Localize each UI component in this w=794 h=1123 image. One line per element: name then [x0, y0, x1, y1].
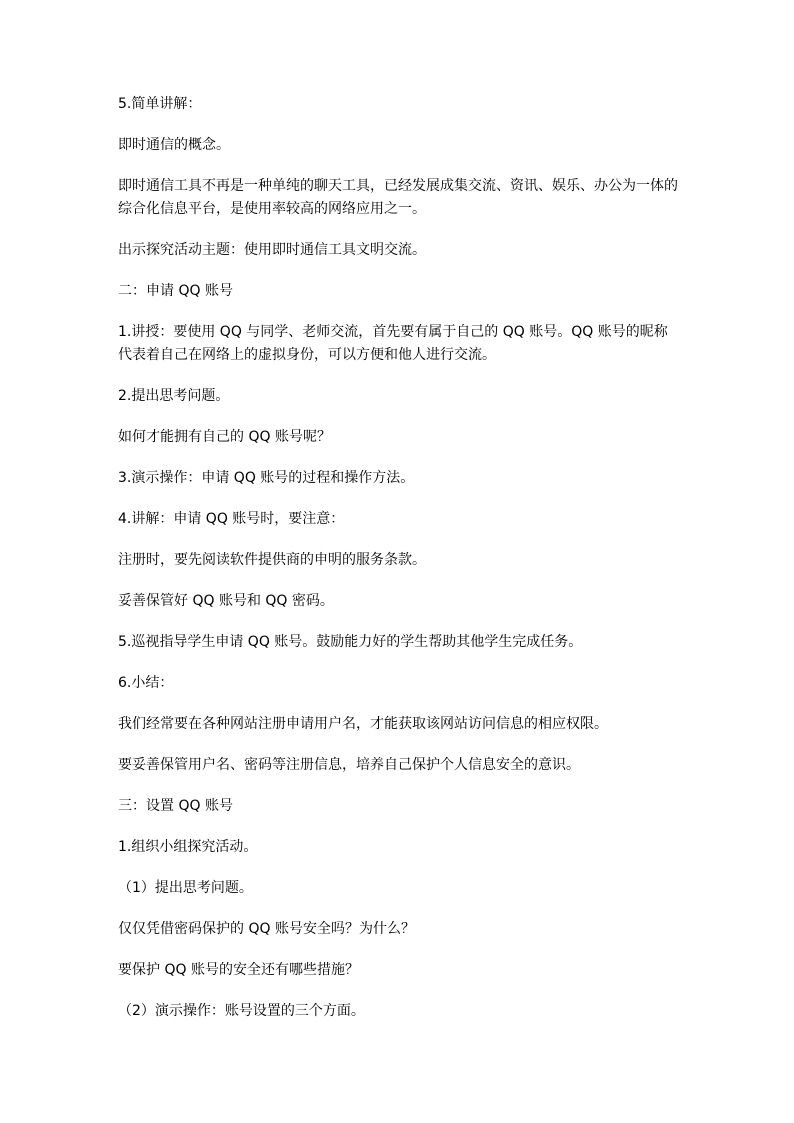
paragraph: 仅仅凭借密码保护的 QQ 账号安全吗？为什么？: [118, 921, 415, 937]
paragraph: 6.小结：: [118, 675, 174, 691]
document-body: [118, 93, 678, 1041]
paragraph: 即时通信工具不再是一种单纯的聊天工具，已经发展成集交流、资讯、娱乐、办公为一体的综合化信息平台，是使用率较高的网络应用之一。: [118, 178, 678, 217]
paragraph: 我们经常要在各种网站注册申请用户名，才能获取该网站访问信息的相应权限。: [118, 716, 608, 732]
paragraph: 出示探究活动主题：使用即时通信工具文明交流。: [118, 242, 426, 258]
paragraph: （2）演示操作：账号设置的三个方面。: [118, 1003, 365, 1019]
paragraph: 5.巡视指导学生申请 QQ 账号。鼓励能力好的学生帮助其他学生完成任务。: [118, 634, 583, 650]
paragraph: 3.演示操作：申请 QQ 账号的过程和操作方法。: [118, 470, 415, 486]
paragraph: 5.简单讲解：: [118, 96, 202, 112]
section-heading: 二：申请 QQ 账号: [118, 283, 233, 299]
paragraph: 如何才能拥有自己的 QQ 账号呢？: [118, 429, 331, 445]
section-heading: 三：设置 QQ 账号: [118, 798, 233, 814]
paragraph: 1.讲授：要使用 QQ 与同学、老师交流，首先要有属于自己的 QQ 账号。QQ 账号的昵称代表着自己在网络上的虚拟身份，可以方便和他人进行交流。: [118, 324, 668, 363]
paragraph: 要保护 QQ 账号的安全还有哪些措施？: [118, 962, 359, 978]
paragraph: 2.提出思考问题。: [118, 388, 230, 404]
paragraph: 即时通信的概念。: [118, 137, 230, 153]
paragraph: 4.讲解：申请 QQ 账号时，要注意：: [118, 511, 345, 527]
paragraph: 注册时，要先阅读软件提供商的申明的服务条款。: [118, 552, 426, 568]
paragraph: 要妥善保管用户名、密码等注册信息，培养自己保护个人信息安全的意识。: [118, 757, 580, 773]
paragraph: 妥善保管好 QQ 账号和 QQ 密码。: [118, 593, 334, 609]
paragraph: （1）提出思考问题。: [118, 880, 253, 896]
paragraph: 1.组织小组探究活动。: [118, 839, 258, 855]
